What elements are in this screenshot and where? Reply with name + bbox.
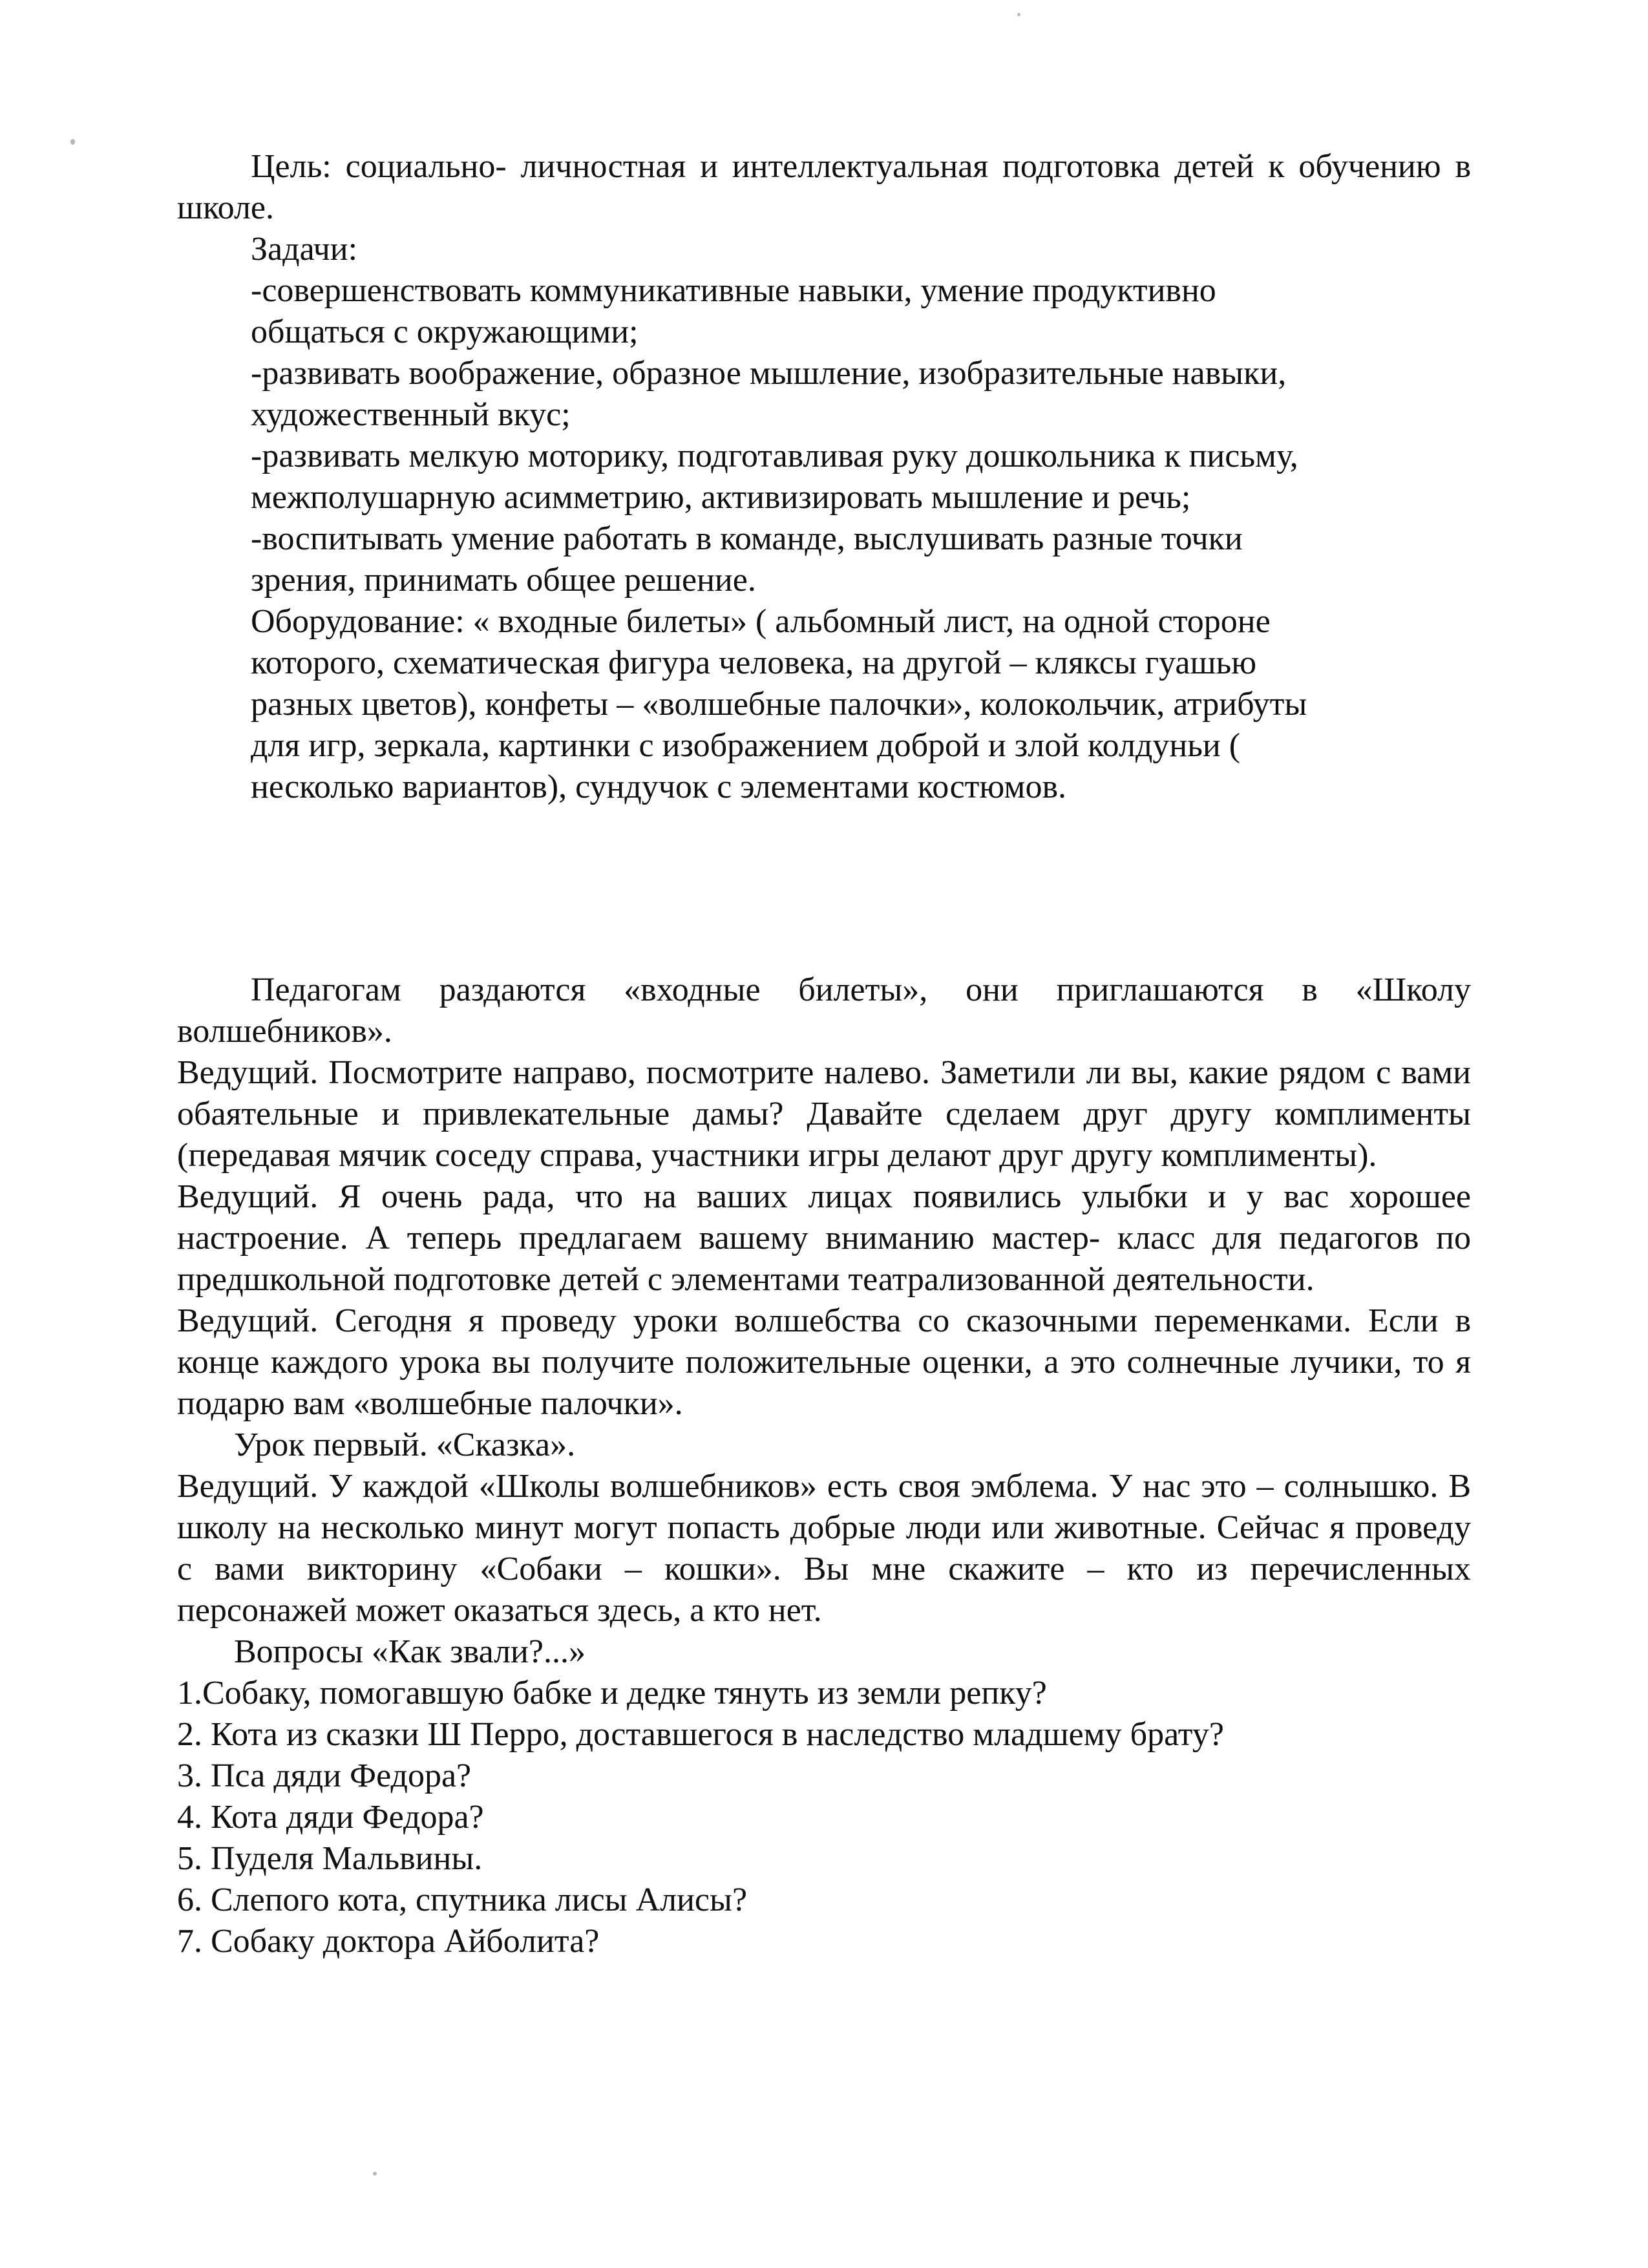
scan-speck [373,2172,377,2176]
equipment-paragraph: Оборудование: « входные билеты» ( альбомный лист, на одной стороне которого, схематическая фигура человека, на другой – кляксы гуашью разных цветов), конфеты – «волшебные палочки», колокольчик, атрибуты для игр, зеркала, картинки с изображением доброй и злой колдуньи ( несколько вариантов), сундучок с элементами костюмов. [251,603,1307,805]
question-item: 5. Пуделя Мальвины. [177,1840,483,1877]
goal-paragraph: Цель: социально- личностная и интеллектуальная подготовка детей к обучению в школе. [177,148,1471,226]
questions-heading: Вопросы «Как звали?...» [234,1633,586,1670]
question-item: 7. Собаку доктора Айболита? [177,1923,600,1960]
task-item: -развивать мелкую моторику, подготавливая руку дошкольника к письму, межполушарную асимметрию, активизировать мышление и речь; [251,438,1298,516]
intro-section [177,146,1471,808]
scan-speck [1017,13,1020,16]
question-item: 6. Слепого кота, спутника лисы Алисы? [177,1881,748,1918]
body-section [177,970,1471,1962]
task-item: -развивать воображение, образное мышление, изобразительные навыки, художественный вкус; [251,355,1287,433]
host-paragraph: Ведущий. Я очень рада, что на ваших лицах появились улыбки и у вас хорошее настроение. А теперь предлагаем вашему вниманию мастер- класс для педагогов по предшкольной подготовке детей с элементами театрализованной деятельности. [177,1178,1471,1298]
host-paragraph: Ведущий. Посмотрите направо, посмотрите налево. Заметили ли вы, какие рядом с вами обаятельные и привлекательные дамы? Давайте сделаем друг другу комплименты (передавая мячик соседу справа, участники игры делают друг другу комплименты). [177,1054,1471,1174]
question-item: 3. Пса дяди Федора? [177,1757,472,1794]
question-item: 4. Кота дяди Федора? [177,1799,484,1836]
task-item: -воспитывать умение работать в команде, выслушивать разные точки зрения, принимать общее решение. [251,520,1243,599]
scan-speck [70,139,75,145]
question-item: 2. Кота из сказки Ш Перро, доставшегося в наследство младшему брату? [177,1716,1224,1753]
host-paragraph: Ведущий. У каждой «Школы волшебников» есть своя эмблема. У нас это – солнышко. В школу на несколько минут могут попасть добрые люди или животные. Сейчас я проведу с вами викторину «Собаки – кошки». Вы мне скажите – кто из перечисленных персонажей может оказаться здесь, а кто нет. [177,1468,1471,1629]
question-item: 1.Собаку, помогавшую бабке и дедке тянуть из земли репку? [177,1675,1047,1712]
host-paragraph: Ведущий. Сегодня я проведу уроки волшебства со сказочными переменками. Если в конце каждого урока вы получите положительные оценки, а это солнечные лучики, то я подарю вам «волшебные палочки». [177,1302,1471,1422]
lesson-heading: Урок первый. «Сказка». [234,1426,576,1463]
task-item: -совершенствовать коммуникативные навыки, умение продуктивно общаться с окружающими; [251,272,1216,350]
intro-paragraph: Педагогам раздаются «входные билеты», они приглашаются в «Школу волшебников». [177,971,1471,1050]
tasks-heading: Задачи: [251,231,358,268]
